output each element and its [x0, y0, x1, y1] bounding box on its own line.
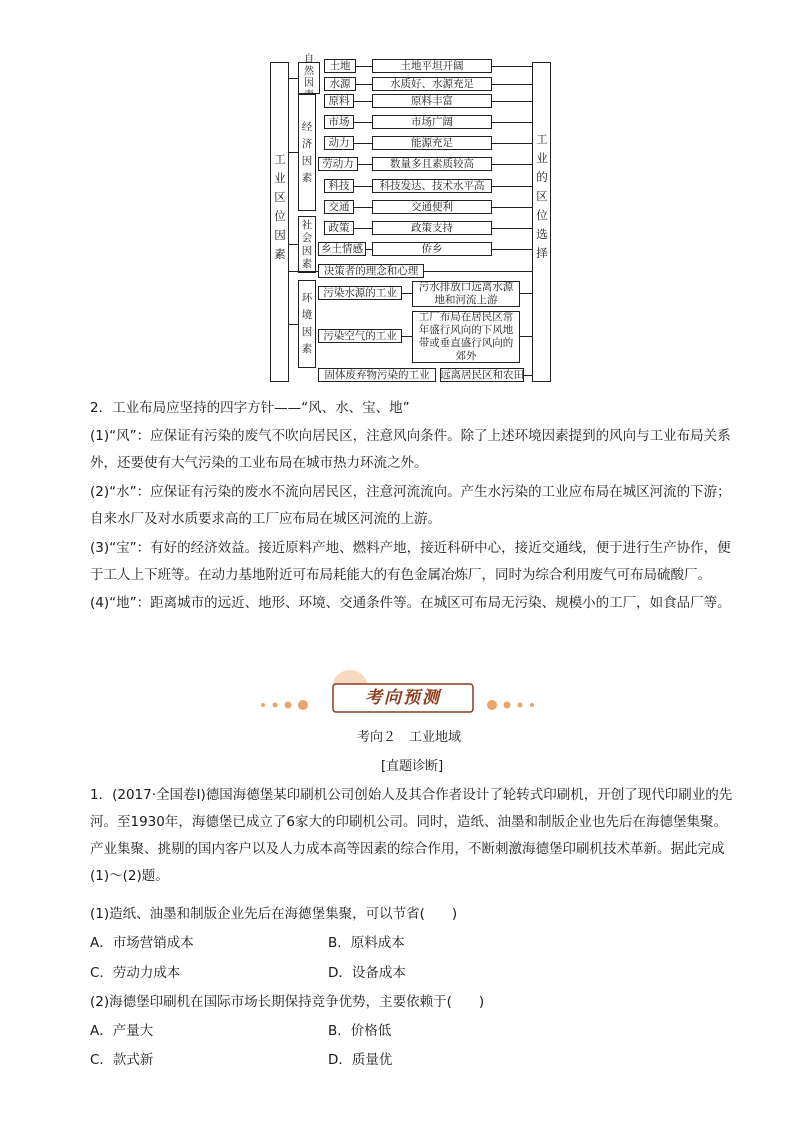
option-a: A．产量大 — [90, 1023, 154, 1039]
result-box: 数量多且素质较高 — [372, 157, 492, 171]
factor-box: 原料 — [324, 94, 354, 108]
left-label: 工 业 区 位 因 素 — [274, 152, 286, 261]
result-box: 能源充足 — [372, 136, 492, 150]
option-d: D．质量优 — [328, 1052, 393, 1068]
question-2: (2)海德堡印刷机在国际市场长期保持竞争优势，主要依赖于( ) — [90, 994, 485, 1010]
right-label: 工 业 的 区 位 选 择 — [536, 132, 548, 260]
result-box: 水质好、水源充足 — [372, 77, 492, 91]
factor-box: 水源 — [324, 77, 356, 91]
section-heading: 2．工业布局应坚持的四字方针——“风、水、宝、地” — [90, 400, 410, 416]
result-box: 远离居民区和农田 — [440, 368, 524, 381]
result-box: 科技发达、技术水平高 — [372, 179, 492, 193]
group-social: 社 会 因 素 — [298, 216, 316, 273]
factor-box: 固体废弃物污染的工业 — [318, 368, 436, 382]
group-environment: 环 境 因 素 — [298, 280, 316, 368]
option-c: C．款式新 — [90, 1052, 154, 1068]
result-box: 工厂布局在居民区常年盛行风向的下风地带或垂直盛行风向的郊外 — [412, 311, 520, 363]
factor-diagram — [0, 0, 794, 390]
result-box: 污水排放口远离水源地和河流上游 — [412, 281, 520, 307]
option-a: A．市场营销成本 — [90, 935, 194, 951]
question-stem: 1．(2017·全国卷Ⅰ)德国海德堡某印刷机公司创始人及其合作者设计了轮转式印刷机，开创了现代印刷业的先河。至1930年，海德堡已成立了6家大的印刷机公司。同时，造纸、油墨和制版企业也先后在海德堡集聚。产业集聚、挑剔的国内客户以及人力成本高等因素的综合作用，不断刺激海德堡印刷机技术革新。据此完成(1)～(2)题。 — [90, 787, 733, 884]
factor-box: 土地 — [324, 59, 356, 73]
result-box: 交通便利 — [372, 200, 492, 214]
question-1: (1)造纸、油墨和制版企业先后在海德堡集聚，可以节省( ) — [90, 906, 458, 922]
result-box: 侨乡 — [372, 242, 492, 256]
factor-box: 科技 — [324, 179, 354, 193]
decision-box: 决策者的理念和心理 — [318, 264, 424, 278]
factor-box: 交通 — [324, 200, 354, 214]
paragraph: (1)“风”：应保证有污染的废气不吹向居民区，注意风向条件。除了上述环境因素提到的风向与工业布局关系外，还要使有大气污染的工业布局在城市热力环流之外。 — [90, 428, 731, 471]
group-natural: 自然 因 — [298, 62, 320, 94]
factor-box: 动力 — [324, 136, 354, 150]
tag-label: [直题诊断] — [381, 759, 444, 774]
option-b: B．价格低 — [328, 1023, 392, 1039]
factor-box: 污染水源的工业 — [318, 286, 402, 300]
result-box: 市场广阔 — [372, 115, 492, 129]
paragraph: (3)“宝”：有好的经济效益。接近原料产地、燃料产地，接近科研中心，接近交通线，便于进行生产协作，便于工人上下班等。在动力基地附近可布局耗能大的有色金属冶炼厂，同时为综合利用废气可布局硫酸厂。 — [90, 540, 731, 583]
factor-box: 劳动力 — [318, 157, 358, 171]
banner-title: 考向预测 — [365, 688, 441, 708]
result-box: 政策支持 — [372, 221, 492, 235]
factor-box: 市场 — [324, 115, 354, 129]
factor-box: 乡土情感 — [318, 242, 366, 256]
factor-box: 污染空气的工业 — [318, 329, 402, 343]
result-box: 土地平坦开阔 — [372, 59, 492, 73]
result-box: 原料丰富 — [372, 94, 492, 108]
factor-box: 政策 — [324, 221, 354, 235]
option-b: B．原料成本 — [328, 935, 405, 951]
group-economic: 经 济 因 素 — [298, 94, 316, 211]
subhead: 考向２ 工业地域 — [357, 730, 462, 745]
option-c: C．劳动力成本 — [90, 965, 181, 981]
paragraph: (2)“水”：应保证有污染的废水不流向居民区，注意河流流向。产生水污染的工业应布局在城区河流的下游；自来水厂及对水质要求高的工厂应布局在城区河流的上游。 — [90, 484, 731, 527]
section-banner — [255, 670, 540, 716]
option-d: D．设备成本 — [328, 965, 406, 981]
paragraph: (4)“地”：距离城市的远近、地形、环境、交通条件等。在城区可布局无污染、规模小的工厂，如食品厂等。 — [90, 595, 731, 611]
